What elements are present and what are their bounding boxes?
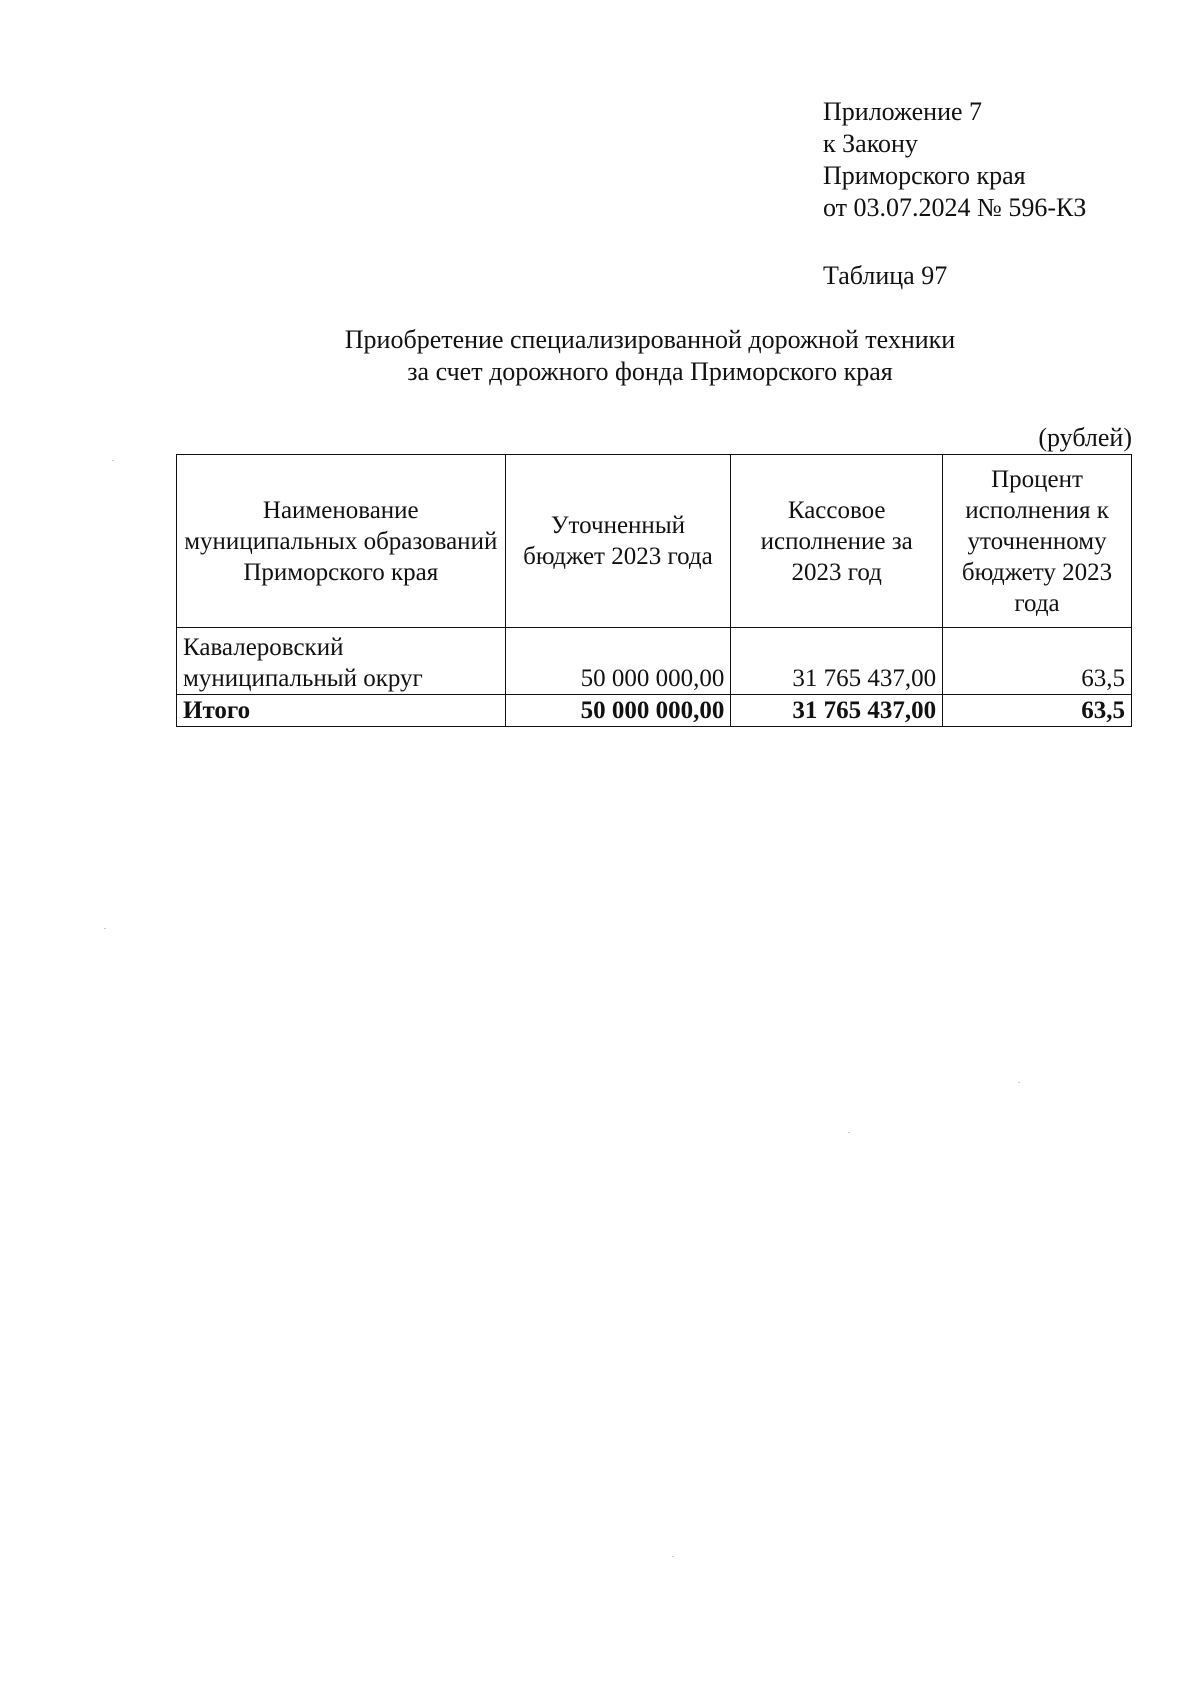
units-label: (рублей) [1038,423,1132,452]
title-line-2: за счет дорожного фонда Приморского края [407,357,893,386]
header-execution: Кассовое исполнение за 2023 год [731,455,943,628]
scan-speck [104,928,106,929]
table-row [177,628,1132,695]
appendix-block [823,96,1086,224]
scan-speck [848,1132,850,1133]
total-row [177,695,1132,727]
header-percent: Процент исполнения к уточненному бюджету 2023 года [943,455,1132,628]
document-title [250,324,1050,388]
scan-speck [1018,1082,1020,1083]
data-table [176,454,1132,727]
appendix-line-2: к Закону [823,129,918,158]
appendix-line-3: Приморского края [823,161,1026,190]
cell-execution: 31 765 437,00 [731,628,943,695]
total-execution: 31 765 437,00 [731,695,943,727]
header-budget: Уточненный бюджет 2023 года [505,455,731,628]
table-number: Таблица 97 [823,261,948,290]
total-percent: 63,5 [943,695,1132,727]
title-line-1: Приобретение специализированной дорожной техники [344,325,956,354]
appendix-line-4: от 03.07.2024 № 596-КЗ [823,193,1087,222]
total-label: Итого [177,695,506,727]
appendix-line-1: Приложение 7 [823,97,983,126]
cell-percent: 63,5 [943,628,1132,695]
total-budget: 50 000 000,00 [505,695,731,727]
cell-municipality: Кавалеровский муниципальный округ [177,628,506,695]
header-municipality: Наименование муниципальных образований Приморского края [177,455,506,628]
table-header-row [177,455,1132,628]
scan-speck [672,1556,674,1557]
scan-speck [112,460,114,461]
cell-budget: 50 000 000,00 [505,628,731,695]
